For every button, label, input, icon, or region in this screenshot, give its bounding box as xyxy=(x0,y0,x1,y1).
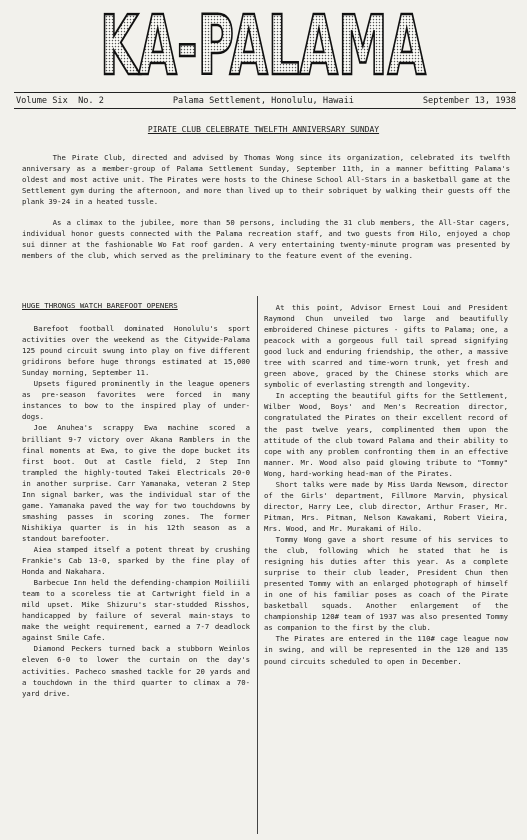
dateline xyxy=(16,96,516,106)
volume-number: Volume Six No. 2 xyxy=(16,96,104,106)
left-column-article xyxy=(22,300,250,699)
publication-place: Palama Settlement, Honolulu, Hawaii xyxy=(172,96,354,106)
publication-date: September 13, 1938 xyxy=(422,96,516,106)
lead-paragraph: The Pirate Club, directed and advised by Thomas Wong since its organization, celebrated its twelfth anniversary as a member-group of Palama Settlement Sunday, September 11th, in a manner befitting Palama's oldest and most active unit. The Pirates were hosts to the Chinese School All-Stars in a basketball game at the Settlement gym during the afternoon, and more than lived up to their sobriquet by walking their guests off the plank 39-24 in a heated tussle. xyxy=(22,153,510,207)
column-paragraph: At this point, Advisor Ernest Loui and President Raymond Chun unveiled two large and beautifully embroidered Chinese pictures - gifts to Palama; one, a peacock with a gorgeous full tail spread signifying good luck and enduring friendship, the other, a massive tree with scarred and time-worn trunk, yet fresh and green above, graced by the Chinese storks which are symbolic of everlasting strength and longevity. xyxy=(264,303,508,390)
column-paragraph: Upsets figured prominently in the league openers as pre-season favorites were forced in many instances to bow to the inspired play of under-dogs. xyxy=(22,379,250,422)
top-rule xyxy=(14,92,516,93)
column-divider xyxy=(257,296,258,834)
lead-headline-text: PIRATE CLUB CELEBRATE TWELFTH ANNIVERSARY SUNDAY xyxy=(147,125,380,134)
column-paragraph: Barbecue Inn held the defending-champion Moiliili team to a scoreless tie at Cartwright field in a mild upset. Mike Shizuru's star-studded Risshos, handicapped by failure of several main-stays to make the weight requirement, earned a 7-7 deadlock against Smile Cafe. xyxy=(22,578,250,643)
masthead-logo xyxy=(96,6,430,82)
column-paragraph: Diamond Peckers turned back a stubborn Weinlos eleven 6-0 to lower the curtain on the day's activities. Pacheco smashed tackle for 20 yards and a touchdown in the third quarter to climax a 70-yard drive. xyxy=(22,644,250,698)
column-paragraph: Short talks were made by Miss Uarda Newsom, director of the Girls' department, Fillmore Marvin, physical director, Harry Lee, club director, Arthur Fraser, Mr. Pitman, Mrs. Pitman, Nelson Kawakami, Robert Vieira, Mrs. Wood, and Mr. Murakami of Hilo. xyxy=(264,479,508,533)
masthead-title-art xyxy=(96,6,430,82)
lead-paragraph: As a climax to the jubilee, more than 50 persons, including the 31 club members, the All-Star cagers, individual honor guests connected with the Palama recreation staff, and two guests from Hilo, enjoyed a chop sui dinner at the fashionable Wo Fat roof garden. A very entertaining twenty-minute program was presented by members of the club, which served as the preliminary to the feature event of the evening. xyxy=(22,218,510,261)
lead-article xyxy=(22,152,510,261)
column-paragraph: Tommy Wong gave a short resume of his services to the club, following which he stated that he is resigning his duties after this year. As a complete surprise to their club leader, President Chun then presented Tommy with an enlarged photograph of himself in one of his familiar poses as coach of the Pirate basketball squads. Another enlargement of the championship 120# team of 1937 was also presented Tommy as companion to the first by the club. xyxy=(264,534,508,633)
bottom-rule xyxy=(14,108,516,109)
right-column-article xyxy=(264,302,508,667)
column-paragraph: In accepting the beautiful gifts for the Settlement, Wilber Wood, Boys' and Men's Recreation director, congratulated the Pirates on their excellent record of the past twelve years, complimented them upon the attitude of the club toward Palama and their ability to cope with any problem confronting them in an effective manner. Mr. Wood also paid glowing tribute to "Tommy" Wong, hard-working head-man of the Pirates. xyxy=(264,391,508,478)
column-paragraph: Aiea stamped itself a potent threat by crushing Frankie's Cab 13-0, sparked by the fine play of Honda and Nakahara. xyxy=(22,544,250,577)
column-paragraph: Barefoot football dominated Honolulu's sport activities over the weekend as the Citywide-Palama 125 pound circuit swung into play on five different gridirons before huge throngs estimated at 15,000 Sunday morning, September 11. xyxy=(22,324,250,378)
column-headline: HUGE THRONGS WATCH BAREFOOT OPENERS xyxy=(22,301,178,310)
masthead-title: KA-PALAMA xyxy=(100,6,427,82)
column-paragraph: The Pirates are entered in the 110# cage league now in swing, and will be represented in the 120 and 135 pound circuits scheduled to open in December. xyxy=(264,634,508,666)
lead-headline xyxy=(0,125,527,134)
column-paragraph: Joe Anuhea's scrappy Ewa machine scored a brilliant 9-7 victory over Akana Ramblers in the final moments at Ewa, to give the dope bucket its first boot. Out at Castle field, 2 Step Inn trampled the highly-touted Takei Electricals 20-0 in another surprise. Carr Yamanaka, veteran 2 Step Inn signal barker, was the individual star of the game. Yamanaka paved the way for two touchdowns by smashing passes in scoring zones. The former Nishikiya quarter is in his 12th season as a standout barefooter. xyxy=(22,423,250,543)
